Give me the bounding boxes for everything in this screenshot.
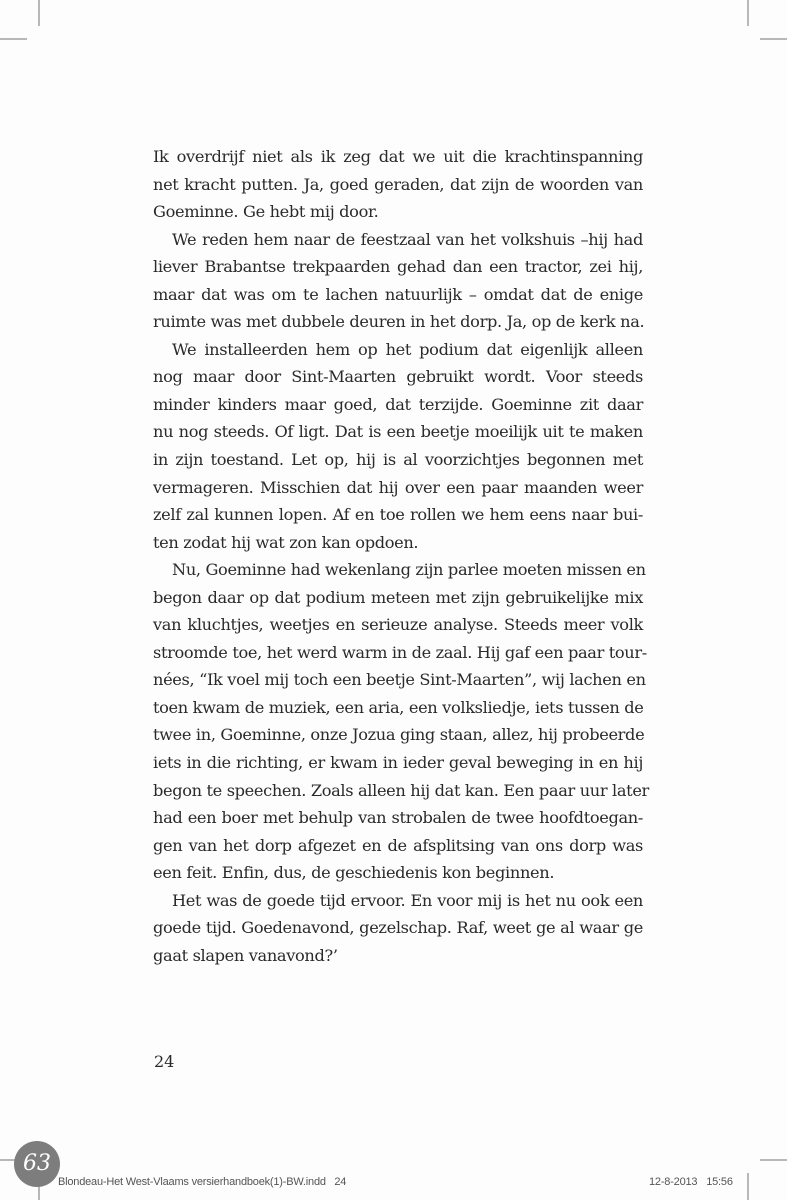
logo-glyph: 63 [23,1151,51,1176]
text-line: begon te speechen. Zoals alleen hij dat kan. Een paar uur later [153,780,649,800]
slug-filename: Blondeau-Het West-Vlaams versierhandboek(1)-BW.indd 24 [58,1176,347,1188]
text-line: zelf zal kunnen lopen. Af en toe rollen we hem eens naar bui- [153,505,643,525]
crop-mark-top-right-horizontal [760,38,787,40]
text-line: had een boer met behulp van strobalen de twee hoofdtoegan- [153,808,643,828]
text-line: goede tijd. Goedenavond, gezelschap. Raf, weet ge al waar ge [153,918,643,938]
text-line: iets in die richting, er kwam in ieder geval beweging in en hij [153,753,643,773]
crop-mark-top-left-horizontal [0,38,27,40]
text-line: Het was de goede tijd ervoor. En voor mij is het nu ook een [172,890,643,910]
text-line: We reden hem naar de feestzaal van het volkshuis –hij had [172,229,643,249]
slug-datetime [649,1176,733,1188]
text-line: ruimte was met dubbele deuren in het dorp. Ja, op de kerk na. [153,312,645,332]
text-line: nées, “Ik voel mij toch een beetje Sint-Maarten”, wij lachen en [153,670,646,690]
slug-time: 15:56 [706,1176,733,1188]
crop-mark-top-left-vertical [38,0,40,26]
text-line: twee in, Goeminne, onze Jozua ging staan, allez, hij probeerde [153,725,645,745]
text-line: nu nog steeds. Of ligt. Dat is een beetje moeilijk uit te maken [153,422,643,442]
body-text [153,143,649,969]
watermark-logo [14,1141,60,1187]
text-line: We installeerden hem op het podium dat eigenlijk alleen [172,339,643,359]
text-line: Goeminne. Ge hebt mij door. [153,202,379,222]
text-line: minder kinders maar goed, dat terzijde. Goeminne zit daar [153,394,643,414]
text-line: maar dat was om te lachen natuurlijk – omdat dat de enige [153,284,643,304]
text-line: ten zodat hij wat zon kan opdoen. [153,532,419,552]
text-line: vermageren. Misschien dat hij over een paar maanden weer [153,477,643,497]
text-line: gen van het dorp afgezet en de afsplitsing van ons dorp was [153,835,643,855]
text-line: Nu, Goeminne had wekenlang zijn parlee moeten missen en [172,560,646,580]
slug-date: 12-8-2013 [649,1176,698,1188]
crop-mark-top-right-vertical [747,0,749,26]
page-number: 24 [154,1052,175,1071]
text-line: een feit. Enfin, dus, de geschiedenis kon beginnen. [153,863,555,883]
crop-mark-bottom-right-horizontal [760,1159,787,1161]
text-line: liever Brabantse trekpaarden gehad dan een tractor, zei hij, [153,257,643,277]
text-line: gaat slapen vanavond?’ [153,945,338,965]
text-line: Ik overdrijf niet als ik zeg dat we uit die krachtinspanning [153,147,643,166]
text-line: stroomde toe, het werd warm in de zaal. Hij gaf een paar tour- [153,642,647,662]
text-line: in zijn toestand. Let op, hij is al voorzichtjes begonnen met [153,450,643,470]
text-line: net kracht putten. Ja, goed geraden, dat zijn de woorden van [153,174,643,194]
text-line: toen kwam de muziek, een aria, een volksliedje, iets tussen de [153,697,644,717]
text-line: nog maar door Sint-Maarten gebruikt wordt. Voor steeds [153,367,643,387]
crop-mark-bottom-right-vertical [747,1173,749,1200]
text-line: van kluchtjes, weetjes en serieuze analyse. Steeds meer volk [153,615,643,635]
text-line: begon daar op dat podium meteen met zijn gebruikelijke mix [153,587,643,607]
